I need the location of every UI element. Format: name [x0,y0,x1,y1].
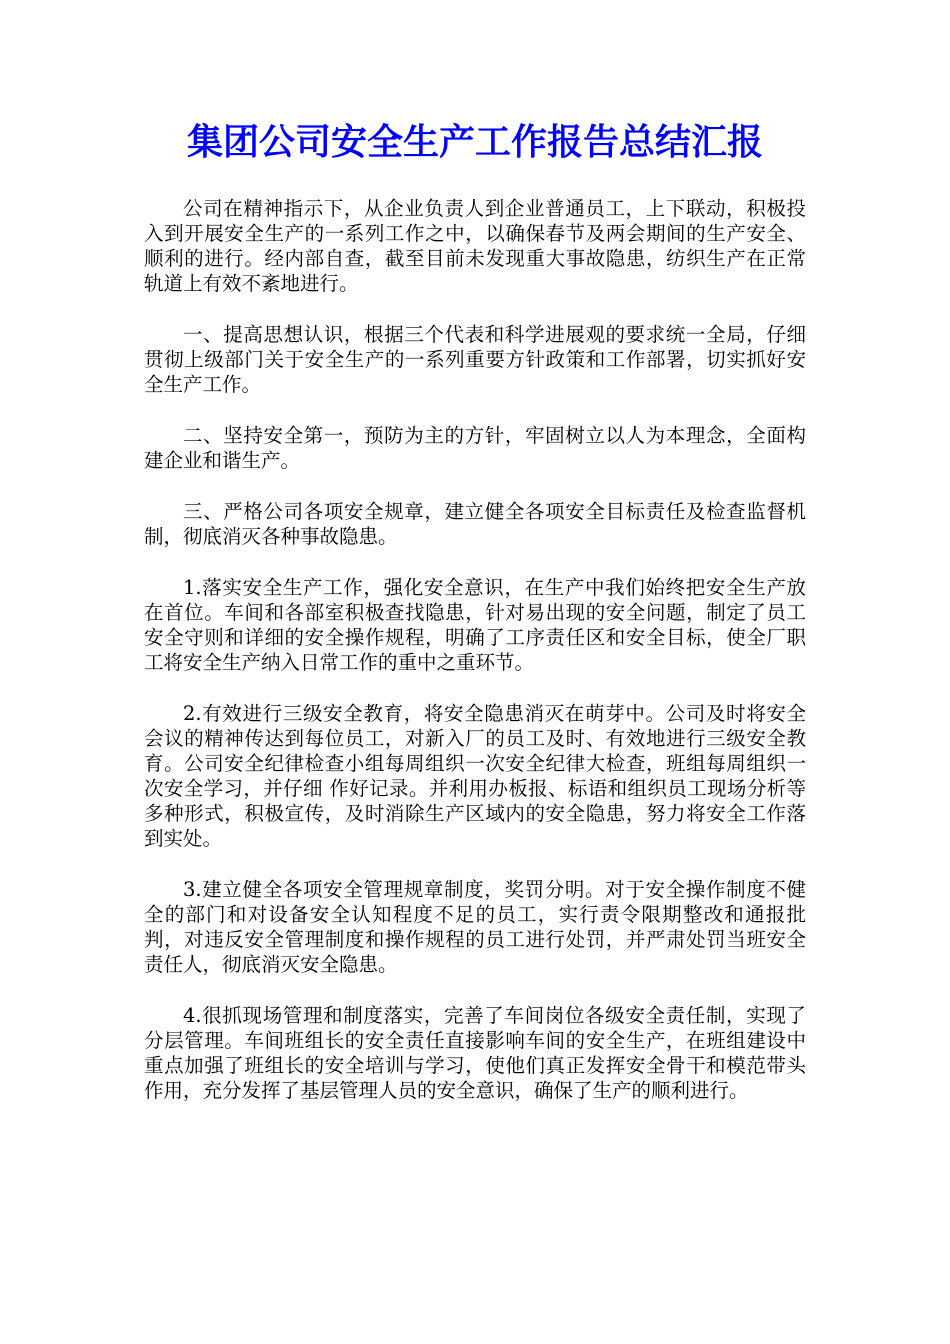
paragraph-item-4: 4.很抓现场管理和制度落实，完善了车间岗位各级安全责任制，实现了分层管理。车间班组长的安全责任直接影响车间的安全生产，在班组建设中重点加强了班组长的安全培训与学习，使他们真正发挥安全骨干和模范带头作用，充分发挥了基层管理人员的安全意识，确保了生产的顺利进行。 [144,1004,806,1102]
paragraph-item-1: 1.落实安全生产工作，强化安全意识，在生产中我们始终把安全生产放在首位。车间和各部室积极查找隐患，针对易出现的安全问题，制定了员工安全守则和详细的安全操作规程，明确了工序责任区和安全目标，使全厂职工将安全生产纳入日常工作的重中之重环节。 [144,576,806,674]
document-title: 集团公司安全生产工作报告总结汇报 [186,121,763,163]
paragraph-section-3: 三、严格公司各项安全规章，建立健全各项安全目标责任及检查监督机制，彻底消灭各种事故隐患。 [144,500,806,548]
paragraph-intro: 公司在精神指示下，从企业负责人到企业普通员工，上下联动，积极投入到开展安全生产的一系列工作之中，以确保春节及两会期间的生产安全、顺利的进行。经内部自查，截至目前未发现重大事故隐患，纺织生产在正常轨道上有效不紊地进行。 [144,197,806,295]
document-page [144,118,806,1129]
paragraph-section-1: 一、提高思想认识，根据三个代表和科学进展观的要求统一全局，仔细贯彻上级部门关于安全生产的一系列重要方针政策和工作部署，切实抓好安全生产工作。 [144,323,806,396]
paragraph-item-3: 3.建立健全各项安全管理规章制度，奖罚分明。对于安全操作制度不健全的部门和对设备安全认知程度不足的员工，实行责令限期整改和通报批判，对违反安全管理制度和操作规程的员工进行处罚，并严肃处罚当班安全责任人，彻底消灭安全隐患。 [144,878,806,976]
paragraph-item-2: 2.有效进行三级安全教育，将安全隐患消灭在萌芽中。公司及时将安全会议的精神传达到每位员工，对新入厂的员工及时、有效地进行三级安全教育。公司安全纪律检查小组每周组织一次安全纪律大检查，班组每周组织一次安全学习，并仔细 作好记录。并利用办板报、标语和组织员工现场分析等多种形式，积极宣传，及时消除生产区域内的安全隐患，努力将安全工作落到实处。 [144,702,806,850]
paragraph-section-2: 二、坚持安全第一，预防为主的方针，牢固树立以人为本理念，全面构建企业和谐生产。 [144,424,806,472]
document-body [144,196,806,1103]
